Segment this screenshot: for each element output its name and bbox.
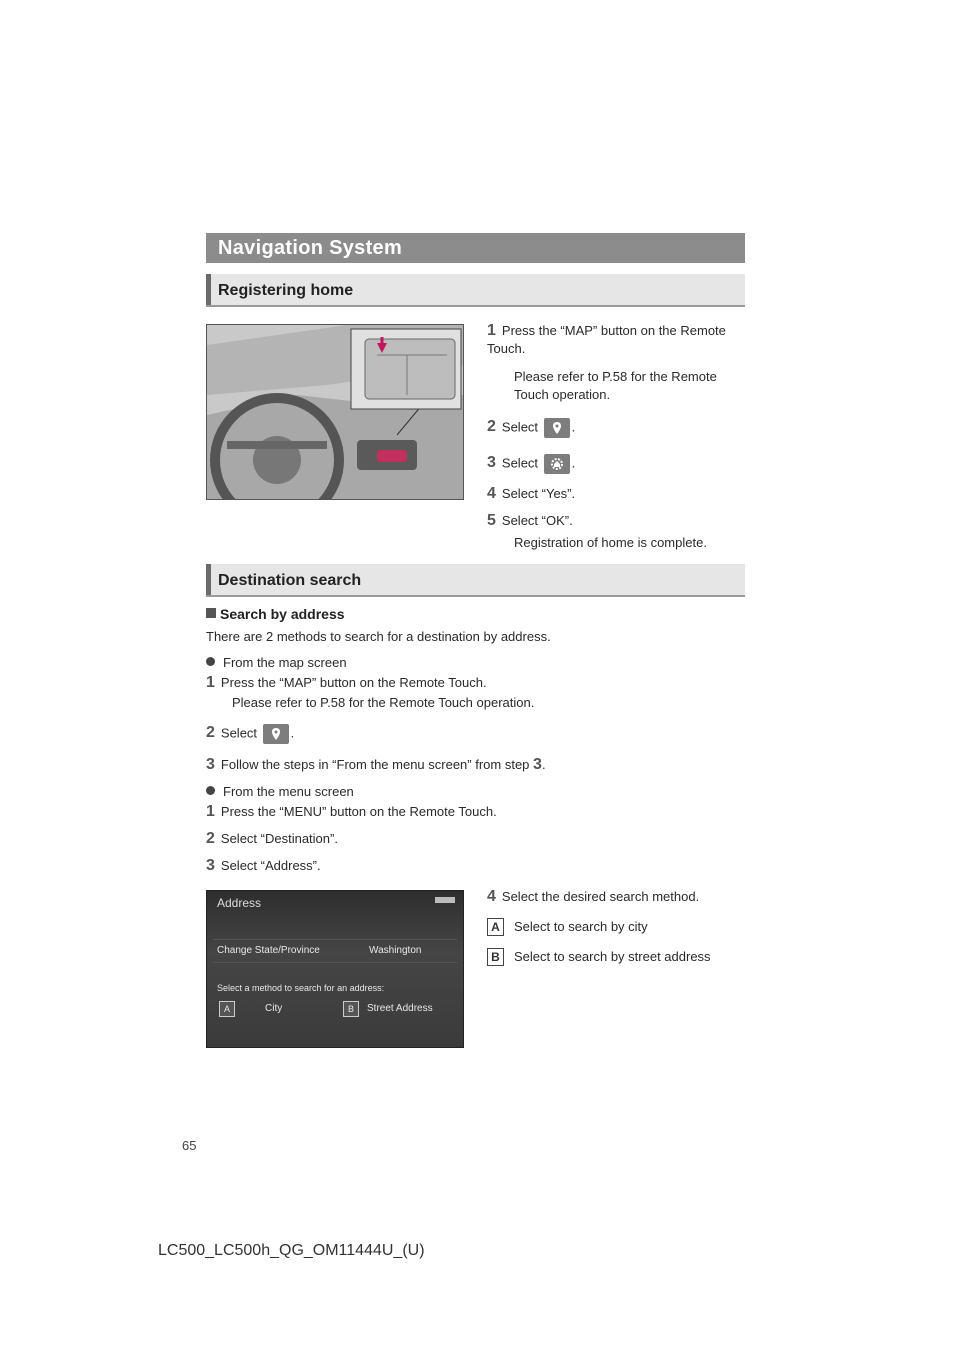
step-number: 4 (487, 888, 496, 905)
option-b-letter (487, 948, 504, 966)
option-a-text: Select to search by city (514, 919, 648, 934)
menu-step-4 (487, 888, 699, 906)
from-menu-label (206, 783, 354, 801)
registering-home-heading: Registering home (206, 274, 745, 307)
menu-step-1 (206, 803, 497, 821)
label-text: From the map screen (223, 655, 347, 670)
option-b-text: Select to search by street address (514, 949, 711, 964)
step-text: Select “Destination”. (220, 831, 338, 846)
step-text: Select (220, 725, 258, 741)
step-text-end: . (290, 725, 295, 741)
step-text: Follow the steps in “From the menu screen” from step (220, 757, 530, 772)
square-bullet-icon (206, 608, 216, 618)
footer-code: LC500_LC500h_QG_OM11444U_(U) (158, 1242, 425, 1259)
button-letter: B (343, 1001, 359, 1017)
option-letter: A (487, 918, 504, 936)
city-button[interactable] (219, 1001, 343, 1017)
register-step-1-note: Please refer to P.58 for the Remote Touch operation. (514, 369, 717, 402)
map-step-2 (206, 724, 294, 744)
cockpit-illustration (206, 324, 464, 500)
button-label: City (265, 1003, 283, 1014)
step-text: Press the “MAP” button on the Remote Touch. (220, 675, 487, 690)
step-number: 4 (487, 485, 496, 502)
screen-title: Address (217, 896, 262, 910)
register-step-3 (487, 454, 575, 474)
button-letter: A (219, 1001, 235, 1017)
step-text: Select “Yes”. (501, 486, 576, 501)
search-by-address-subheading (206, 606, 345, 622)
step-number: 2 (206, 724, 215, 742)
step-number: 1 (487, 322, 496, 339)
page-number: 65 (182, 1138, 197, 1153)
register-step-5-note: Registration of home is complete. (514, 535, 707, 550)
home-settings-icon (544, 454, 570, 474)
label-text: From the menu screen (223, 784, 354, 799)
step-text-end: . (571, 419, 576, 435)
register-step-1 (487, 322, 745, 358)
map-step-1 (206, 674, 487, 692)
step-number: 1 (206, 803, 215, 820)
step-number: 2 (487, 418, 496, 436)
menu-step-2 (206, 830, 338, 848)
option-a-letter (487, 918, 504, 936)
step-number: 5 (487, 512, 496, 529)
button-label: Street Address (367, 1003, 433, 1014)
bullet-icon (206, 786, 215, 795)
step-text: Press the “MAP” button on the Remote Touch. (487, 323, 726, 356)
status-indicator-icon (435, 897, 455, 903)
step-text-end: . (571, 455, 576, 471)
step-text: Select the desired search method. (501, 889, 700, 904)
register-step-2 (487, 418, 575, 438)
step-number: 3 (487, 454, 496, 472)
step-text-end: . (541, 757, 546, 772)
destination-search-heading: Destination search (206, 564, 745, 597)
step-text: Select “OK”. (501, 513, 573, 528)
step-number: 3 (206, 857, 215, 874)
search-intro: There are 2 methods to search for a destination by address. (206, 629, 551, 644)
map-pin-icon (263, 724, 289, 744)
step-number: 3 (206, 756, 215, 773)
step-text: Press the “MENU” button on the Remote Touch. (220, 804, 497, 819)
bullet-icon (206, 657, 215, 666)
map-step-1-note: Please refer to P.58 for the Remote Touch operation. (232, 695, 535, 710)
address-screen (206, 890, 464, 1048)
step-number: 2 (206, 830, 215, 847)
step-text: Select (501, 419, 539, 435)
screen-prompt: Select a method to search for an address: (217, 983, 385, 993)
menu-step-3 (206, 857, 321, 875)
row-value: Washington (369, 945, 422, 956)
register-step-5 (487, 512, 573, 530)
register-step-4 (487, 485, 575, 503)
step-number: 1 (206, 674, 215, 691)
option-letter: B (487, 948, 504, 966)
step-text: Select “Address”. (220, 858, 321, 873)
section-title: Navigation System (206, 233, 745, 263)
step-reference: 3 (533, 756, 542, 773)
screen-background (207, 891, 463, 1047)
from-map-label (206, 654, 347, 672)
map-pin-icon (544, 418, 570, 438)
change-state-row[interactable] (213, 939, 457, 963)
step-text: Select (501, 455, 539, 471)
map-step-3 (206, 756, 546, 774)
street-address-button[interactable] (343, 1001, 457, 1017)
row-label: Change State/Province (217, 945, 320, 956)
subheading-text: Search by address (220, 606, 345, 622)
